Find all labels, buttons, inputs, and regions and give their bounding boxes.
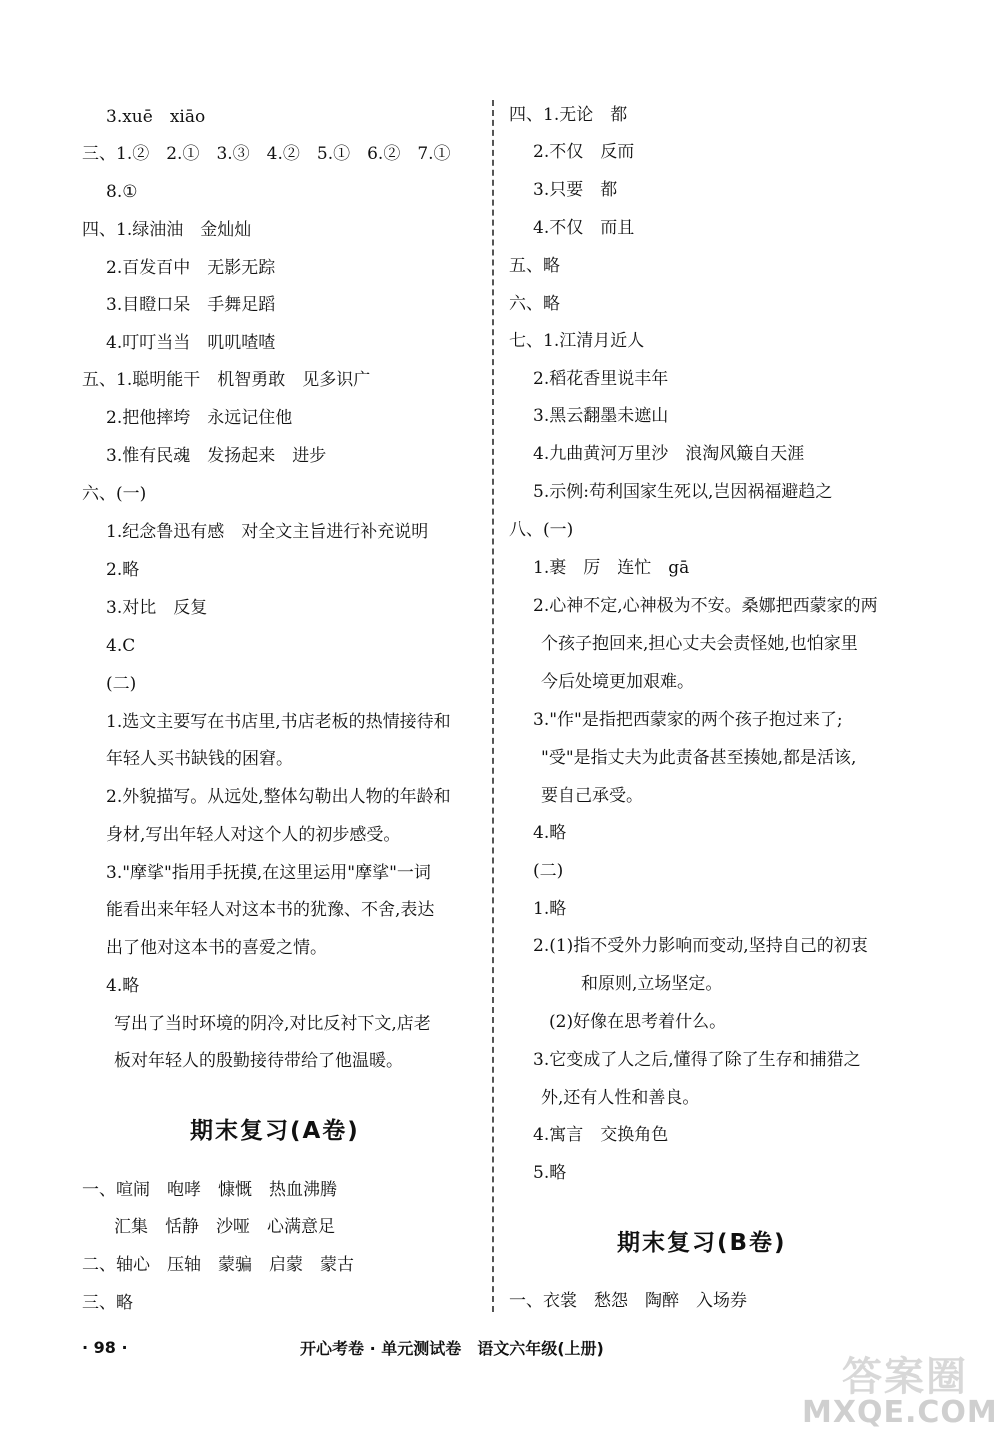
answer-line: (二) (533, 861, 564, 881)
answer-line: 年轻人买书缺钱的困窘。 (106, 749, 293, 769)
answer-line: 三、略 (82, 1293, 133, 1313)
watermark-logo (782, 1354, 998, 1430)
answer-line: 五、1.聪明能干 机智勇敢 见多识广 (82, 370, 371, 390)
answer-line: 2.稻花香里说丰年 (533, 369, 669, 389)
answer-line: 六、(一) (82, 484, 147, 504)
answer-line: 1.裹 厉 连忙 gā (533, 558, 690, 578)
answer-line: 2.(1)指不受外力影响而变动,坚持自己的初衷 (533, 936, 868, 956)
answer-line: 能看出来年轻人对这本书的犹豫、不舍,表达 (106, 900, 435, 920)
answer-line: 八、(一) (509, 520, 574, 540)
answer-line: 3.xuē xiāo (106, 107, 206, 127)
answer-line: 2.外貌描写。从远处,整体勾勒出人物的年龄和 (106, 787, 451, 807)
answer-line: 五、略 (509, 256, 560, 276)
watermark-url: MXQE.COM (802, 1395, 998, 1430)
answer-line: 1.纪念鲁迅有感 对全文主旨进行补充说明 (106, 522, 429, 542)
answer-line: 二、轴心 压轴 蒙骗 启蒙 蒙古 (82, 1255, 354, 1275)
answer-line: 一、衣裳 愁怨 陶醉 入场券 (509, 1291, 747, 1311)
answer-line: 3.对比 反复 (106, 598, 208, 618)
column-divider (492, 100, 494, 1312)
answer-line: 2.百发百中 无影无踪 (106, 258, 276, 278)
answer-line: 5.略 (533, 1163, 567, 1183)
answer-line: 2.不仅 反而 (533, 142, 635, 162)
answer-line: 4.略 (106, 976, 140, 996)
answer-line: 3.只要 都 (533, 180, 618, 200)
answer-line: 写出了当时环境的阴冷,对比反衬下文,店老 (114, 1014, 431, 1034)
answer-line: 4.不仅 而且 (533, 218, 635, 238)
page-number: · 98 · (82, 1338, 128, 1357)
answer-line: 身材,写出年轻人对这个人的初步感受。 (106, 825, 401, 845)
answer-line: 1.选文主要写在书店里,书店老板的热情接待和 (106, 712, 451, 732)
answer-line: "受"是指丈夫为此责备甚至揍她,都是活该, (541, 748, 857, 768)
answer-line: 一、喧闹 咆哮 慷慨 热血沸腾 (82, 1180, 337, 1200)
answer-line: 出了他对这本书的喜爱之情。 (106, 938, 327, 958)
answer-line: 3."摩挲"指用手抚摸,在这里运用"摩挲"一词 (106, 863, 431, 883)
answer-line: (二) (106, 674, 137, 694)
answer-line: 板对年轻人的殷勤接待带给了他温暖。 (114, 1051, 403, 1071)
answer-line: 3.惟有民魂 发扬起来 进步 (106, 446, 327, 466)
answer-line: 要自己承受。 (541, 786, 643, 806)
answer-line: 3.它变成了人之后,懂得了除了生存和捕猎之 (533, 1050, 861, 1070)
answer-line: (2)好像在思考着什么。 (549, 1012, 727, 1032)
answer-line: 4.九曲黄河万里沙 浪淘风簸自天涯 (533, 444, 805, 464)
answer-line: 8.① (106, 182, 138, 202)
answer-line: 4.略 (533, 823, 567, 843)
answer-line: 3."作"是指把西蒙家的两个孩子抱过来了; (533, 710, 843, 730)
answer-line: 3.目瞪口呆 手舞足蹈 (106, 295, 276, 315)
answer-line: 5.示例:苟利国家生死以,岂因祸福避趋之 (533, 482, 833, 502)
answer-line: 4.叮叮当当 叽叽喳喳 (106, 333, 276, 353)
answer-line: 4.寓言 交换角色 (533, 1125, 669, 1145)
answer-line: 四、1.绿油油 金灿灿 (82, 220, 252, 240)
section-title-a: 期末复习(A卷) (190, 1118, 360, 1144)
answer-line: 和原则,立场坚定。 (581, 974, 723, 994)
answer-line: 2.略 (106, 560, 140, 580)
answer-line: 1.略 (533, 899, 567, 919)
answer-line: 四、1.无论 都 (509, 105, 628, 125)
watermark-text: 答案圈 (842, 1354, 968, 1400)
answer-line: 六、略 (509, 294, 560, 314)
answer-line: 2.心神不定,心神极为不安。桑娜把西蒙家的两 (533, 596, 878, 616)
section-title-b: 期末复习(B卷) (617, 1230, 787, 1256)
answer-line: 汇集 恬静 沙哑 心满意足 (114, 1217, 335, 1237)
answer-line: 个孩子抱回来,担心丈夫会责怪她,也怕家里 (541, 634, 858, 654)
answer-line: 三、1.② 2.① 3.③ 4.② 5.① 6.② 7.① (82, 144, 451, 164)
answer-line: 今后处境更加艰难。 (541, 672, 694, 692)
book-title: 开心考卷 · 单元测试卷 语文六年级(上册) (300, 1339, 604, 1358)
answer-line: 2.把他摔垮 永远记住他 (106, 408, 293, 428)
answer-line: 七、1.江清月近人 (509, 331, 645, 351)
answer-line: 3.黑云翻墨未遮山 (533, 406, 669, 426)
answer-line: 外,还有人性和善良。 (541, 1088, 700, 1108)
answer-line: 4.C (106, 636, 136, 656)
